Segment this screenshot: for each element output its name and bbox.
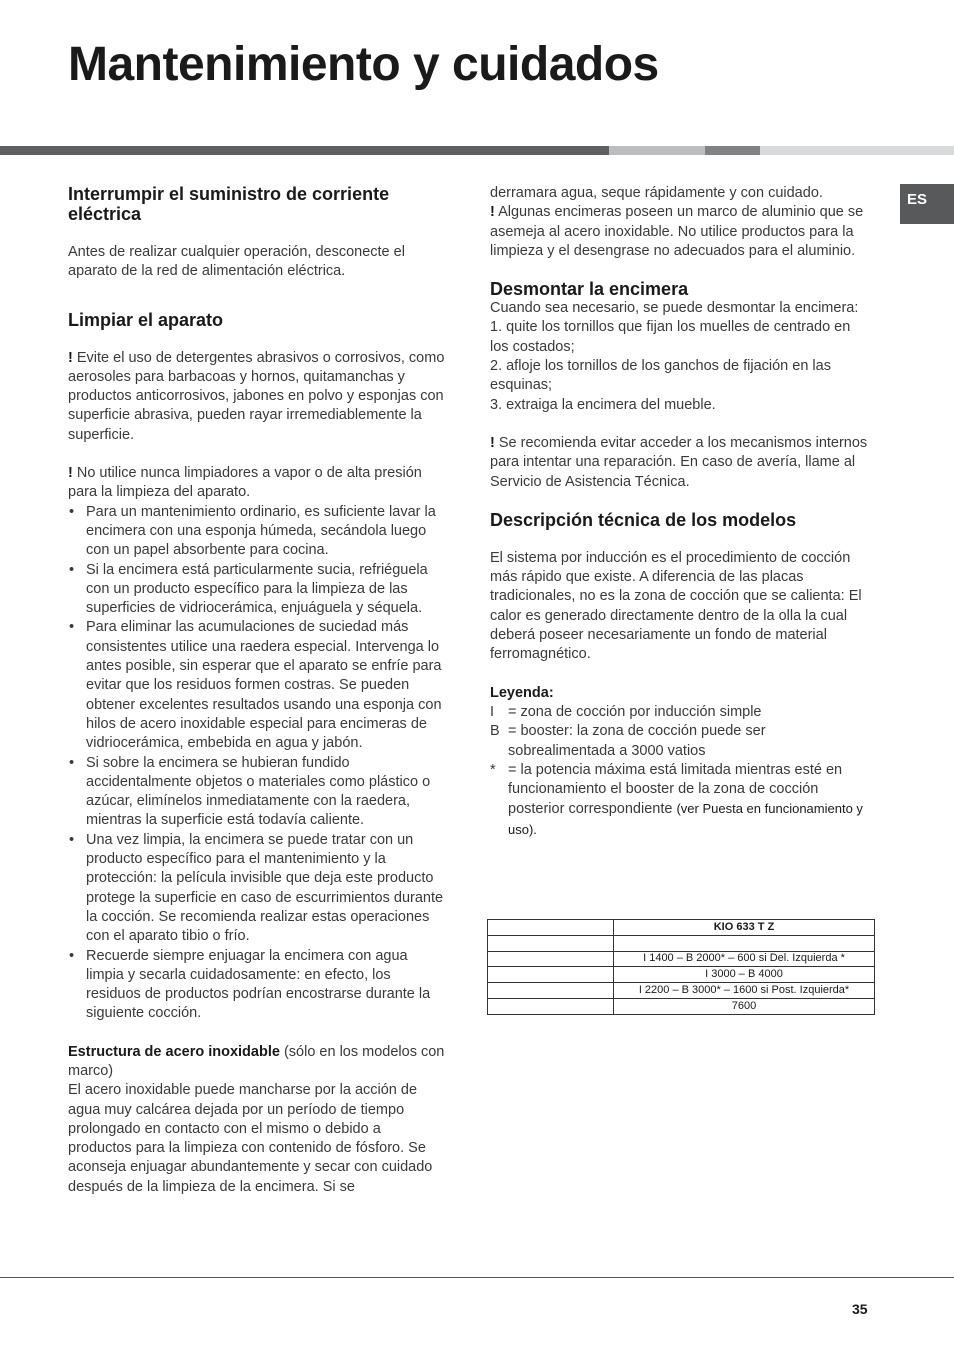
section-heading-power: Interrumpir el suministro de corriente eléctrica [68,184,390,224]
cleaning-list [68,503,448,1024]
dismount-step: 3. extraiga la encimera del mueble. [490,396,716,413]
legend-item: B = booster: la zona de cocción puede ser sobrealimentada a 3000 vatios [490,723,766,759]
list-item: • Recuerde siempre enjuagar la encimera con agua limpia y secarla cuidadosamente: en efecto, los residuos de productos podrían encostrarse durante la siguiente cocción. [68,947,448,1024]
spec-table [487,919,875,1015]
language-tab: ES [900,184,954,224]
legend-item: * = la potencia máxima está limitada mientras esté en funcionamiento el booster de la zona de cocción posterior correspondiente (ver Puesta en funcionamiento y uso). [490,761,863,837]
header-rule-mid [705,146,760,155]
warning-icon: ! [68,465,73,482]
list-item: • Una vez limpia, la encimera se puede tratar con un producto específico para el mantenimiento y la protección: la película invisible que deja este producto protege la superficie en caso de escurrimientos durante la cocción. Se recomienda realizar estas operaciones con el aparato tibio o frío. [68,831,448,947]
warning-icon: ! [490,434,495,451]
left-column [68,184,448,1197]
table-row: I 2200 – B 3000* – 1600 si Post. Izquierda* [488,983,875,999]
section-heading-technical: Descripción técnica de los modelos [490,509,797,530]
header-rule-light [609,146,705,155]
dismount-step: 1. quite los tornillos que fijan los muelles de centrado en los costados; [490,319,851,355]
section-heading-clean: Limpiar el aparato [68,309,224,330]
page-title: Mantenimiento y cuidados [68,38,659,91]
legend-item: I = zona de cocción por inducción simple [490,703,762,720]
header-rule-pale [760,146,954,155]
dismount-intro: Cuando sea necesario, se puede desmontar la encimera: [490,300,859,317]
header-rule-dark [0,146,609,155]
table-row: I 3000 – B 4000 [488,967,875,983]
legend-title: Leyenda: [490,684,554,701]
table-row: I 1400 – B 2000* – 600 si Del. Izquierda * [488,951,875,967]
stainless-heading: Estructura de acero inoxidable (sólo en los modelos con marco) [68,1043,445,1079]
page-number: 35 [852,1301,868,1317]
technical-text: El sistema por inducción es el procedimiento de cocción más rápido que existe. A diferencia de las placas tradicionales, no es la zona de cocción que se calienta: El calor es generado directamente dentro de la olla la cual deberá poseer necesariamente un fondo de material ferromagnético. [490,549,862,663]
model-header: KIO 633 T Z [614,920,875,936]
warning-repair: ! Se recomienda evitar acceder a los mecanismos internos para intentar una reparación. En caso de avería, llame al Servicio de Asistencia Técnica. [490,434,868,490]
list-item: • Para eliminar las acumulaciones de suciedad más consistentes utilice una raedera especial. Intervenga lo antes posible, sin esperar que el aparato se enfríe para evitar que los residuos formen costras. Se pueden obtener excelentes resultados usando una esponja con hilos de acero inoxidable especial para encimeras de vidriocerámica, embebida en agua y jabón. [68,618,448,753]
table-row [488,935,875,951]
continued-text: derramara agua, seque rápidamente y con cuidado. [490,185,823,201]
table-row: 7600 [488,998,875,1014]
warning-steam: ! No utilice nunca limpiadores a vapor o de alta presión para la limpieza del aparato. [68,465,422,501]
legend-note: (ver Puesta en funcionamiento y uso). [508,801,863,837]
stainless-text: El acero inoxidable puede mancharse por la acción de agua muy calcárea dejada por un período de tiempo prolongado en contacto con el mismo o debido a productos para la limpieza con contenido de fósforo. Se aconseja enjuagar abundantemente y secar con cuidado después de la limpieza de la encimera. Si se [68,1082,433,1195]
footer-rule [0,1277,954,1278]
warning-icon: ! [490,204,495,221]
power-text: Antes de realizar cualquier operación, desconecte el aparato de la red de alimentación eléctrica. [68,244,405,280]
list-item: • Si sobre la encimera se hubieran fundido accidentalmente objetos o materiales como plástico o azúcar, elimínelos inmediatamente con la raedera, mientras la superficie está todavía caliente. [68,754,448,831]
list-item: • Para un mantenimiento ordinario, es suficiente lavar la encimera con una esponja húmeda, secándola luego con un papel absorbente para cocina. [68,503,448,561]
section-heading-dismount: Desmontar la encimera [490,279,689,300]
warning-icon: ! [68,349,73,366]
table-row [488,920,875,936]
warning-aluminium: ! Algunas encimeras poseen un marco de aluminio que se asemeja al acero inoxidable. No utilice productos para la limpieza y el desengrase no adecuados para el aluminio. [490,204,864,259]
list-item: • Si la encimera está particularmente sucia, refriéguela con un producto específico para la limpieza de las superficies de vidriocerámica, enjuáguela y séquela. [68,561,448,619]
dismount-step: 2. afloje los tornillos de los ganchos de fijación en las esquinas; [490,358,831,394]
warning-abrasives: ! Evite el uso de detergentes abrasivos o corrosivos, como aerosoles para barbacoas y hornos, quitamanchas y productos anticorrosivos, jabones en polvo y esponjas con superficie abrasiva, pueden rayar irremediablemente la superficie. [68,349,445,443]
right-column [490,184,870,840]
